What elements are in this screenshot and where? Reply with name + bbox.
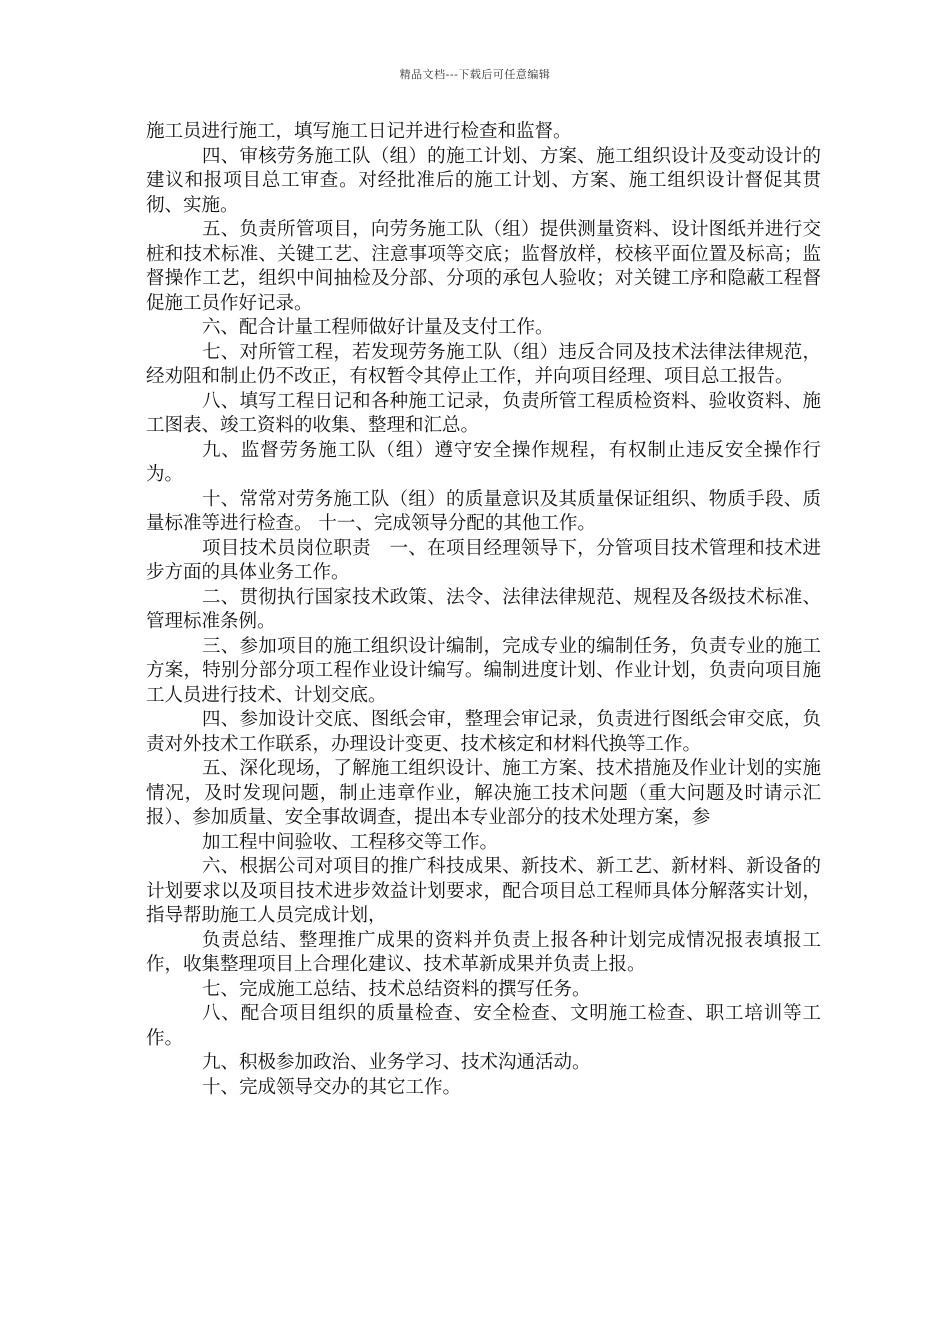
paragraph: 五、负责所管项目，向劳务施工队（组）提供测量资料、设计图纸并进行交桩和技术标准、关键工艺、注意事项等交底；监督放样，校核平面位置及标高；监督操作工艺，组织中间抽检及分部、分项的承包人验收；对关键工序和隐蔽工程督促施工员作好记录。 bbox=[146, 219, 821, 314]
paragraph: 施工员进行施工，填写施工日记并进行检查和监督。 bbox=[146, 121, 572, 142]
paragraph: 十、完成领导交办的其它工作。 bbox=[202, 1076, 462, 1098]
paragraph: 九、积极参加政治、业务学习、技术沟通活动。 bbox=[202, 1052, 591, 1073]
page-header: 精品文档---下载后可任意编辑 bbox=[399, 68, 551, 81]
paragraph: 项目技术员岗位职责 一、在项目经理领导下，分管项目技术管理和技术进步方面的具体业务工作。 bbox=[146, 537, 821, 583]
paragraph: 八、配合项目组织的质量检查、安全检查、文明施工检查、职工培训等工作。 bbox=[146, 1003, 821, 1049]
paragraph: 四、审核劳务施工队（组）的施工计划、方案、施工组织设计及变动设计的建议和报项目总工审查。对经批准后的施工计划、方案、施工组织设计督促其贯彻、实施。 bbox=[146, 145, 821, 216]
paragraph: 五、深化现场，了解施工组织设计、施工方案、技术措施及作业计划的实施情况，及时发现问题，制止违章作业，解决施工技术问题（重大问题及时请示汇报）、参加质量、安全事故调查，提出本专业部分的技术处理方案，参 bbox=[146, 758, 821, 828]
paragraph: 七、完成施工总结、技术总结资料的撰写任务。 bbox=[202, 978, 591, 1000]
paragraph: 六、根据公司对项目的推广科技成果、新技术、新工艺、新材料、新设备的计划要求以及项目技术进步效益计划要求，配合项目总工程师具体分解落实计划，指导帮助施工人员完成计划， bbox=[146, 856, 821, 926]
paragraph: 六、配合计量工程师做好计量及支付工作。 bbox=[202, 317, 554, 338]
paragraph: 四、参加设计交底、图纸会审，整理会审记录，负责进行图纸会审交底，负责对外技术工作联系，办理设计变更、技术核定和材料代换等工作。 bbox=[146, 709, 821, 755]
paragraph: 二、贯彻执行国家技术政策、法令、法律法律规范、规程及各级技术标准、管理标准条例。 bbox=[146, 586, 821, 632]
document-body bbox=[146, 120, 821, 1100]
paragraph: 三、参加项目的施工组织设计编制，完成专业的编制任务，负责专业的施工方案，特别分部分项工程作业设计编写。编制进度计划、作业计划，负责向项目施工人员进行技术、计划交底。 bbox=[146, 635, 821, 706]
paragraph: 加工程中间验收、工程移交等工作。 bbox=[202, 831, 499, 853]
paragraph: 七、对所管工程，若发现劳务施工队（组）违反合同及技术法律法律规范，经劝阻和制止仍不改正，有权暂令其停止工作，并向项目经理、项目总工报告。 bbox=[146, 341, 821, 387]
paragraph: 八、填写工程日记和各种施工记录，负责所管工程质检资料、验收资料、施工图表、竣工资料的收集、整理和汇总。 bbox=[146, 390, 821, 436]
paragraph: 九、监督劳务施工队（组）遵守安全操作规程，有权制止违反安全操作行为。 bbox=[146, 439, 821, 485]
paragraph: 负责总结、整理推广成果的资料并负责上报各种计划完成情况报表填报工作，收集整理项目上合理化建议、技术革新成果并负责上报。 bbox=[146, 929, 821, 975]
paragraph: 十、常常对劳务施工队（组）的质量意识及其质量保证组织、物质手段、质量标准等进行检查。 十一、完成领导分配的其他工作。 bbox=[146, 488, 821, 534]
